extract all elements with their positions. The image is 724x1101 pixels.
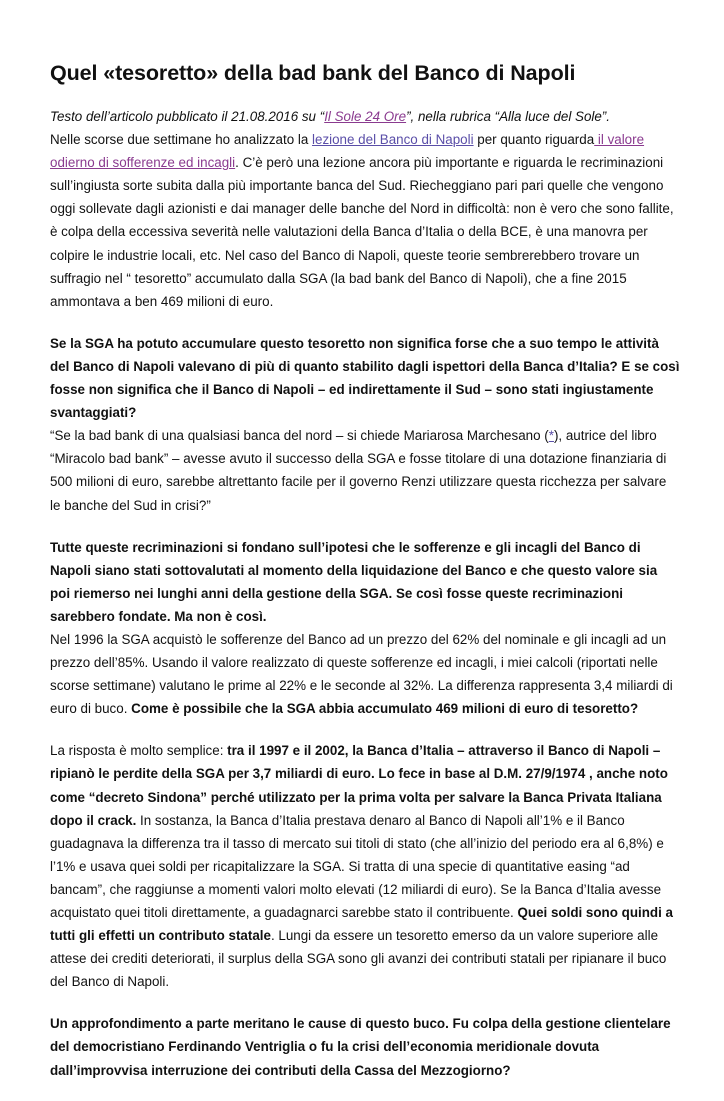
p4-text-2: In sostanza, la Banca d’Italia prestava denaro al Banco di Napoli all’1% e il Banco guadagnava la differenza tra il tasso di mercato sui titoli di stato (che all’inizio del periodo era al 6,8%) e l’1% e usava quei soldi per ricapitalizzare la SGA. Si tratta di una specie di quantitative easing “ad bancam”, che raggiunse a momenti valori molto elevati (12 miliardi di euro). Se la Banca d’Italia avesse acquistato quei titoli direttamente, a guadagnarci sarebbe stato il contribuente.: [50, 812, 664, 920]
lezione-banco-napoli-link[interactable]: lezione del Banco di Napoli: [312, 132, 474, 148]
p3-bold-2: Come è possibile che la SGA abbia accumulato 469 milioni di euro di tesoretto?: [131, 701, 639, 717]
p5-bold: Un approfondimento a parte meritano le cause di questo buco. Fu colpa della gestione clientelare del democristiano Ferdinando Ventriglia o fu la crisi dell’economia meridionale dovuta dall’improvvisa interruzione dei contributi della Cassa del Mezzogiorno?: [50, 1016, 671, 1078]
p2-text-1: “Se la bad bank di una qualsiasi banca del nord – si chiede Mariarosa Marchesano (: [50, 428, 549, 444]
paragraph-2: [50, 332, 680, 517]
p1-text-1: Nelle scorse due settimane ho analizzato la: [50, 132, 313, 148]
valore-odierno-link[interactable]: il valore odierno di sofferenze ed incagli: [50, 132, 645, 171]
p1-text-3: . C’è però una lezione ancora più importante e riguarda le recriminazioni sull’ingiusta sorte subita dalla più importante banca del Sud. Riecheggiano pari pari quelle che vengono oggi sollevate dagli azionisti e dai manager delle banche del Nord in difficoltà: non è vero che sono fallite, è colpa della eccessiva severità nelle valutazioni della Banca d’Italia o della BCE, è una manovra per colpire le industrie locali, etc. Nel caso del Banco di Napoli, queste teorie sembrerebbero trovare un suffragio nel “ tesoretto” accumulato dalla SGA (la bad bank del Banco di Napoli), che a fine 2015 ammontava a ben 469 milioni di euro.: [50, 155, 674, 309]
intro-prefix: Testo dell’articolo pubblicato il 21.08.2016 su “: [50, 109, 325, 124]
p4-bold-2: Quei soldi sono quindi a tutti gli effetti un contributo statale: [50, 905, 673, 944]
article-title: Quel «tesoretto» della bad bank del Banco di Napoli: [50, 61, 576, 85]
p4-bold-1: tra il 1997 e il 2002, la Banca d’Italia – attraverso il Banco di Napoli – ripianò le perdite della SGA per 3,7 miliardi di euro. Lo fece in base al D.M. 27/9/1974 , anche noto come “decreto Sindona” perché utilizzato per la prima volta per salvare la Banca Privata Italiana dopo il crack.: [50, 743, 668, 828]
p4-text-1: La risposta è molto semplice:: [50, 743, 228, 759]
sole-24-ore-link[interactable]: Il Sole 24 Ore: [324, 109, 407, 124]
p1-text-2: per quanto riguarda: [473, 132, 595, 148]
p4-text-3: . Lungi da essere un tesoretto emerso da un valore superiore alle attese dei crediti deteriorati, il surplus della SGA sono gli avanzi dei contributi statali per ripianare il buco del Banco di Napoli.: [50, 928, 667, 990]
intro-suffix: ”, nella rubrica “Alla luce del Sole”.: [406, 109, 610, 124]
p2-text-2: ), autrice del libro “Miracolo bad bank” – avesse avuto il successo della SGA e fosse titolare di una dotazione finanziaria di 500 milioni di euro, sarebbe altrettanto facile per il governo Renzi utilizzare questa ricchezza per salvare le banche del Sud in crisi?”: [50, 428, 667, 513]
paragraph-5: [50, 1012, 680, 1081]
p3-bold-1: Tutte queste recriminazioni si fondano sull’ipotesi che le sofferenze e gli incagli del Banco di Napoli siano stati sottovalutati al momento della liquidazione del Banco e che questo valore sia poi riemerso nei lunghi anni della gestione della SGA. Se così fosse queste recriminazioni sarebbero fondate. Ma non è così.: [50, 539, 658, 624]
article-intro: [50, 105, 680, 313]
paragraph-3: [50, 536, 680, 721]
paragraph-4: [50, 739, 680, 993]
footnote-link[interactable]: *: [548, 428, 554, 444]
paragraph-1: [50, 132, 674, 309]
p2-bold-question: Se la SGA ha potuto accumulare questo tesoretto non significa forse che a suo tempo le attività del Banco di Napoli valevano di più di quanto stabilito dagli ispettori della Banca d’Italia? E se così fosse non significa che il Banco di Napoli – ed indirettamente il Sud – sono stati ingiustamente svantaggiati?: [50, 335, 680, 421]
p3-text-1: Nel 1996 la SGA acquistò le sofferenze del Banco ad un prezzo del 62% del nominale e gli incagli ad un prezzo dell’85%. Usando il valore realizzato di queste sofferenze ed incagli, i miei calcoli (riportati nelle scorse settimane) valutano le prime al 22% e le seconde al 32%. La differenza rappresenta 3,4 miliardi di euro di buco.: [50, 631, 673, 717]
article: [50, 58, 680, 1101]
